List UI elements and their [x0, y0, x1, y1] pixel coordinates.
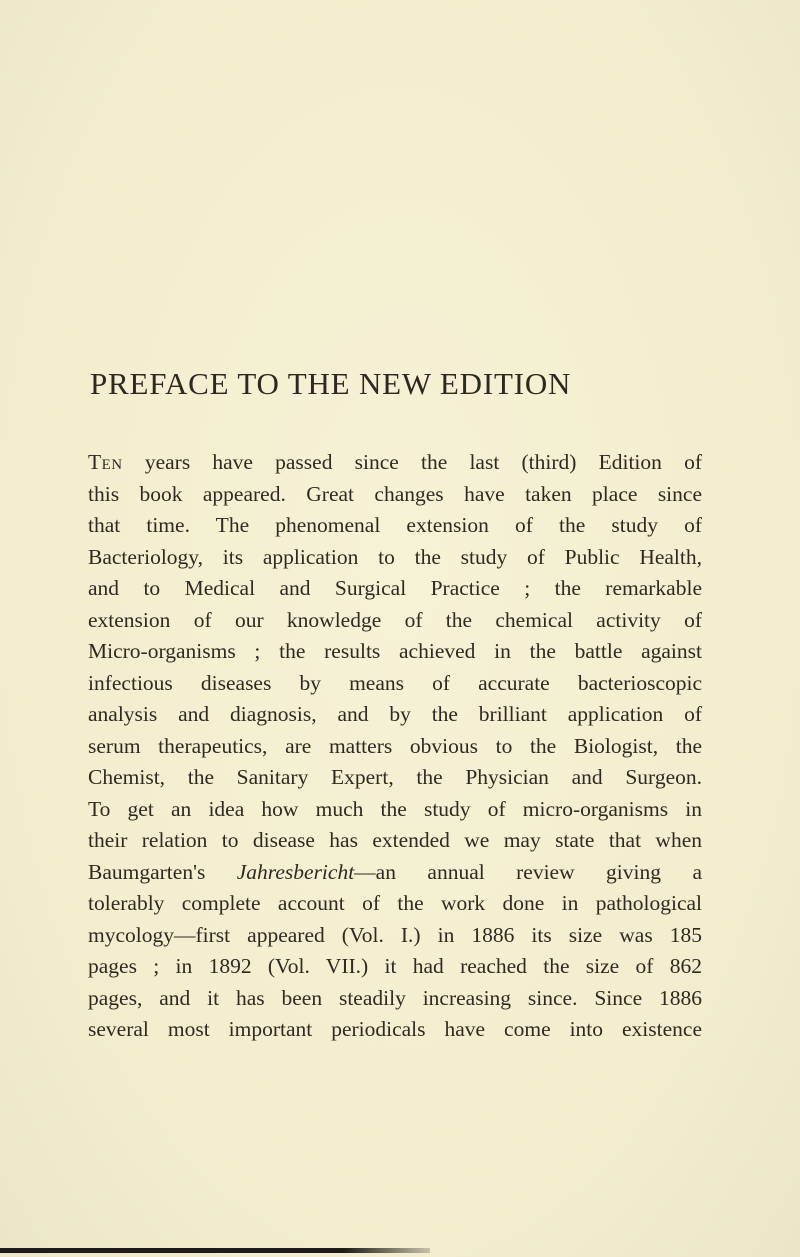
text-line: Baumgarten's Jahresbericht—an annual review giving a: [88, 859, 702, 884]
text-line: Bacteriology, its application to the study of Public Health,: [88, 544, 702, 569]
text-line: Micro-organisms ; the results achieved in the battle against: [88, 639, 702, 663]
italic-title: Jahresbericht: [236, 859, 355, 884]
text-line: serum therapeutics, are matters obvious to the Biologist, the: [88, 733, 702, 758]
text-line: their relation to disease has extended we may state that when: [88, 828, 702, 852]
text-line: infectious diseases by means of accurate bacterioscopic: [88, 670, 702, 695]
preface-body: [88, 447, 702, 1046]
text-line: Ten years have passed since the last (third) Edition of: [88, 450, 702, 474]
text-line: and to Medical and Surgical Practice ; the remarkable: [88, 576, 702, 600]
text-line: tolerably complete account of the work done in pathological: [88, 891, 702, 915]
text-line: To get an idea how much the study of micro-organisms in: [88, 796, 702, 821]
text-line: Chemist, the Sanitary Expert, the Physician and Surgeon.: [88, 765, 702, 789]
text-line: this book appeared. Great changes have taken place since: [88, 481, 702, 506]
text-line: that time. The phenomenal extension of the study of: [88, 513, 702, 537]
text-line: several most important periodicals have come into existence: [88, 1017, 702, 1041]
page-title: PREFACE TO THE NEW EDITION: [90, 366, 572, 401]
text-line: mycology—first appeared (Vol. I.) in 1886 its size was 185: [88, 922, 702, 947]
text-line: pages ; in 1892 (Vol. VII.) it had reached the size of 862: [88, 954, 702, 978]
text-line: pages, and it has been steadily increasing since. Since 1886: [88, 985, 702, 1010]
text-line: extension of our knowledge of the chemical activity of: [88, 607, 702, 632]
page-edge-shadow: [0, 1248, 430, 1253]
lead-small-caps: Ten: [88, 450, 123, 474]
text-line: analysis and diagnosis, and by the brilliant application of: [88, 702, 702, 726]
